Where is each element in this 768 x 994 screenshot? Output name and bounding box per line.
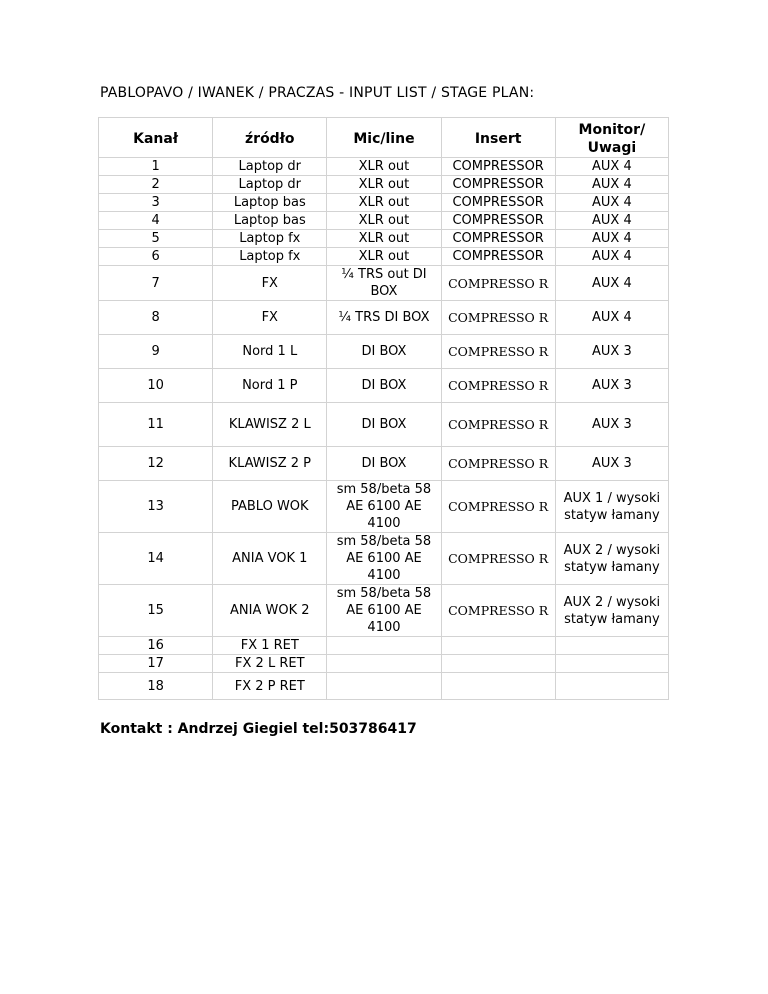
channel-cell: 4 (99, 212, 213, 230)
monitor-cell: AUX 4 (555, 194, 668, 212)
channel-cell: 10 (99, 369, 213, 403)
channel-cell: 16 (99, 637, 213, 655)
channel-cell: 3 (99, 194, 213, 212)
channel-cell: 12 (99, 447, 213, 481)
table-row (99, 266, 669, 301)
table-row (99, 335, 669, 369)
header-insert: Insert (441, 118, 555, 158)
insert-cell: COMPRESSOR (441, 212, 555, 230)
mic-line-cell: sm 58/beta 58 AE 6100 AE 4100 (327, 533, 441, 585)
insert-cell: COMPRESSO R (441, 301, 555, 335)
mic-line-cell: DI BOX (327, 335, 441, 369)
source-cell: ANIA WOK 2 (213, 585, 327, 637)
input-list-table (98, 117, 669, 700)
mic-line-cell (327, 637, 441, 655)
mic-line-cell: XLR out (327, 194, 441, 212)
channel-cell: 5 (99, 230, 213, 248)
channel-cell: 8 (99, 301, 213, 335)
mic-line-cell: ¼ TRS out DI BOX (327, 266, 441, 301)
table-row (99, 158, 669, 176)
source-cell: FX 1 RET (213, 637, 327, 655)
insert-cell (441, 655, 555, 673)
monitor-cell: AUX 3 (555, 447, 668, 481)
mic-line-cell: XLR out (327, 212, 441, 230)
insert-cell: COMPRESSOR (441, 194, 555, 212)
monitor-cell (555, 637, 668, 655)
insert-cell: COMPRESSO R (441, 447, 555, 481)
mic-line-cell: sm 58/beta 58 AE 6100 AE 4100 (327, 481, 441, 533)
table-row (99, 230, 669, 248)
monitor-cell: AUX 2 / wysoki statyw łamany (555, 533, 668, 585)
channel-cell: 11 (99, 403, 213, 447)
insert-cell: COMPRESSOR (441, 158, 555, 176)
monitor-cell: AUX 3 (555, 369, 668, 403)
source-cell: ANIA VOK 1 (213, 533, 327, 585)
source-cell: Laptop fx (213, 230, 327, 248)
table-row (99, 212, 669, 230)
header-zrodlo: źródło (213, 118, 327, 158)
monitor-cell: AUX 4 (555, 176, 668, 194)
table-header-row (99, 118, 669, 158)
insert-cell: COMPRESSOR (441, 176, 555, 194)
insert-cell: COMPRESSO R (441, 533, 555, 585)
mic-line-cell: DI BOX (327, 447, 441, 481)
source-cell: FX 2 L RET (213, 655, 327, 673)
table-row (99, 248, 669, 266)
channel-cell: 15 (99, 585, 213, 637)
source-cell: Laptop dr (213, 158, 327, 176)
channel-cell: 17 (99, 655, 213, 673)
source-cell: KLAWISZ 2 L (213, 403, 327, 447)
mic-line-cell (327, 655, 441, 673)
insert-cell (441, 637, 555, 655)
source-cell: Laptop fx (213, 248, 327, 266)
table-row (99, 403, 669, 447)
table-row (99, 301, 669, 335)
source-cell: Laptop bas (213, 212, 327, 230)
channel-cell: 18 (99, 673, 213, 700)
insert-cell: COMPRESSO R (441, 585, 555, 637)
channel-cell: 14 (99, 533, 213, 585)
source-cell: Nord 1 P (213, 369, 327, 403)
monitor-cell: AUX 4 (555, 266, 668, 301)
insert-cell: COMPRESSOR (441, 230, 555, 248)
contact-info: Kontakt : Andrzej Giegiel tel:503786417 (100, 721, 417, 737)
insert-cell: COMPRESSO R (441, 266, 555, 301)
mic-line-cell: ¼ TRS DI BOX (327, 301, 441, 335)
channel-cell: 13 (99, 481, 213, 533)
source-cell: Nord 1 L (213, 335, 327, 369)
mic-line-cell: XLR out (327, 176, 441, 194)
monitor-cell (555, 673, 668, 700)
table-row (99, 481, 669, 533)
page-title: PABLOPAVO / IWANEK / PRACZAS - INPUT LIST / STAGE PLAN: (100, 85, 535, 101)
channel-cell: 1 (99, 158, 213, 176)
channel-cell: 9 (99, 335, 213, 369)
mic-line-cell: DI BOX (327, 403, 441, 447)
table-row (99, 655, 669, 673)
table-row (99, 369, 669, 403)
monitor-cell: AUX 4 (555, 230, 668, 248)
monitor-cell: AUX 4 (555, 301, 668, 335)
source-cell: KLAWISZ 2 P (213, 447, 327, 481)
mic-line-cell: XLR out (327, 230, 441, 248)
mic-line-cell (327, 673, 441, 700)
source-cell: FX (213, 266, 327, 301)
insert-cell: COMPRESSO R (441, 403, 555, 447)
channel-cell: 7 (99, 266, 213, 301)
monitor-cell: AUX 3 (555, 403, 668, 447)
monitor-cell: AUX 4 (555, 248, 668, 266)
table-row (99, 194, 669, 212)
monitor-cell: AUX 3 (555, 335, 668, 369)
insert-cell (441, 673, 555, 700)
source-cell: PABLO WOK (213, 481, 327, 533)
insert-cell: COMPRESSO R (441, 369, 555, 403)
table-row (99, 637, 669, 655)
source-cell: FX (213, 301, 327, 335)
channel-cell: 2 (99, 176, 213, 194)
monitor-cell: AUX 4 (555, 158, 668, 176)
mic-line-cell: XLR out (327, 248, 441, 266)
monitor-cell: AUX 4 (555, 212, 668, 230)
monitor-cell: AUX 2 / wysoki statyw łamany (555, 585, 668, 637)
mic-line-cell: sm 58/beta 58 AE 6100 AE 4100 (327, 585, 441, 637)
monitor-cell (555, 655, 668, 673)
monitor-cell: AUX 1 / wysoki statyw łamany (555, 481, 668, 533)
mic-line-cell: DI BOX (327, 369, 441, 403)
header-monitor-uwagi: Monitor/ Uwagi (555, 118, 668, 158)
header-kanal: Kanał (99, 118, 213, 158)
source-cell: FX 2 P RET (213, 673, 327, 700)
table-row (99, 673, 669, 700)
header-mic-line: Mic/line (327, 118, 441, 158)
mic-line-cell: XLR out (327, 158, 441, 176)
source-cell: Laptop bas (213, 194, 327, 212)
insert-cell: COMPRESSO R (441, 335, 555, 369)
table-row (99, 447, 669, 481)
table-row (99, 585, 669, 637)
channel-cell: 6 (99, 248, 213, 266)
table-row (99, 176, 669, 194)
insert-cell: COMPRESSO R (441, 481, 555, 533)
insert-cell: COMPRESSOR (441, 248, 555, 266)
table-row (99, 533, 669, 585)
source-cell: Laptop dr (213, 176, 327, 194)
